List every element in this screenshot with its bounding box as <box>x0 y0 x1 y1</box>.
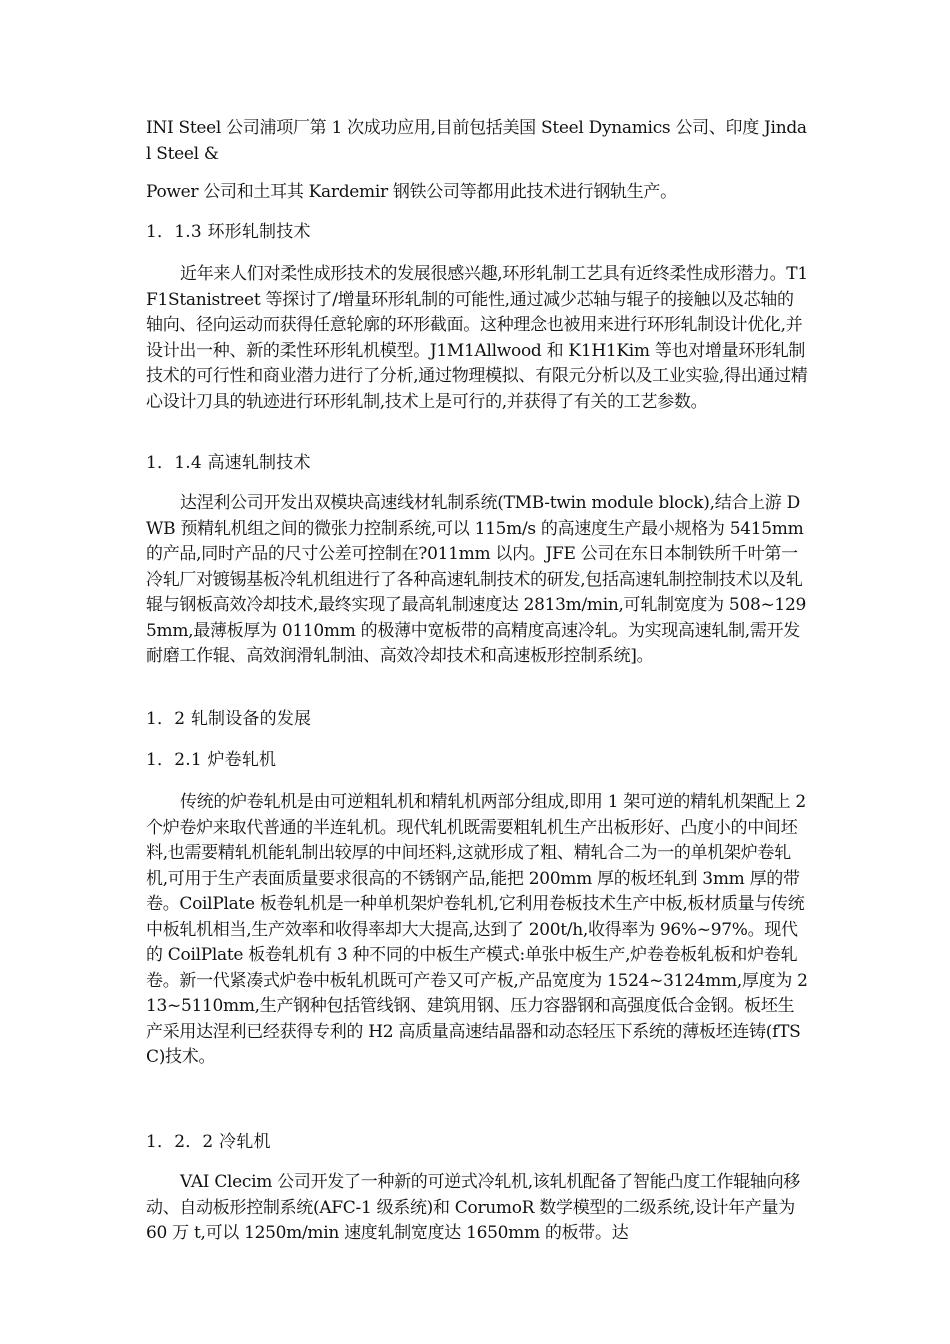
paragraph-ring-rolling: 近年来人们对柔性成形技术的发展很感兴趣,环形轧制工艺具有近终柔性成形潜力。T1F1Stanistreet 等探讨了/增量环形轧制的可能性,通过减少芯轴与辊子的接触以及芯轴的轴向、径向运动而获得任意轮廓的环形截面。这种理念也被用来进行环形轧制设计优化,并设计出一种、新的柔性环形轧机模型。J1M1Allwood 和 K1H1Kim 等也对增量环形轧制技术的可行性和商业潜力进行了分析,通过物理模拟、有限元分析以及工业实验,得出通过精心设计刀具的轨迹进行环形轧制,技术上是可行的,并获得了有关的工艺参数。 <box>146 264 808 412</box>
heading-1-1-4: 1．1.4 高速轧制技术 <box>146 453 311 473</box>
paragraph-kardemir: Power 公司和土耳其 Kardemir 钢铁公司等都用此技术进行钢轨生产。 <box>146 182 677 202</box>
paragraph-high-speed-rolling: 达涅利公司开发出双模块高速线材轧制系统(TMB-twin module block),结合上游 DWB 预精轧机组之间的微张力控制系统,可以 115m/s 的高速度生产最小规格为 5415mm 的产品,同时产品的尺寸公差可控制在?011mm 以内。JFE 公司在东日本制铁所千叶第一冷轧厂对镀锡基板冷轧机组进行了各种高速轧制技术的研发,包括高速轧制控制技术以及轧辊与钢板高效冷却技术,最终实现了最高轧制速度达 2813m/min,可轧制宽度为 508~1295mm,最薄板厚为 0110mm 的极薄中宽板带的高精度高速冷轧。为实现高速轧制,需开发耐磨工作辊、高效润滑轧制油、高效冷却技术和高速板形控制系统]。 <box>146 493 806 666</box>
heading-1-2-2: 1．2．2 冷轧机 <box>146 1132 271 1152</box>
heading-1-2-1: 1．2.1 炉卷轧机 <box>146 750 277 770</box>
paragraph-steckel-mill: 传统的炉卷轧机是由可逆粗轧机和精轧机两部分组成,即用 1 架可逆的精轧机架配上 2 个炉卷炉来取代普通的半连轧机。现代轧机既需要粗轧机生产出板形好、凸度小的中间坯料,也需要精轧机能轧制出较厚的中间坯料,这就形成了粗、精轧合二为一的单机架炉卷轧机,可用于生产表面质量要求很高的不锈钢产品,能把 200mm 厚的板坯轧到 3mm 厚的带卷。CoilPlate 板卷轧机是一种单机架炉卷轧机,它利用卷板技术生产中板,板材质量与传统中板轧机相当,生产效率和收得率却大大提高,达到了 200t/h,收得率为 96%~97%。现代的 CoilPlate 板卷轧机有 3 种不同的中板生产模式:单张中板生产,炉卷卷板轧板和炉卷轧卷。新一代紧凑式炉卷中板轧机既可产卷又可产板,产品宽度为 1524~3124mm,厚度为 213~5110mm,生产钢种包括管线钢、建筑用钢、压力容器钢和高强度低合金钢。板坯生产采用达涅利已经获得专利的 H2 高质量高速结晶器和动态轻压下系统的薄板坯连铸(fTSC)技术。 <box>146 792 808 1067</box>
heading-1-2: 1．2 轧制设备的发展 <box>146 709 312 729</box>
paragraph-cold-rolling-mill: VAI Clecim 公司开发了一种新的可逆式冷轧机,该轧机配备了智能凸度工作辊轴向移动、自动板形控制系统(AFC-1 级系统)和 CorumoR 数学模型的二级系统,设计年产量为 60 万 t,可以 1250m/min 速度轧制宽度达 1650mm 的板带。达 <box>146 1172 801 1243</box>
heading-1-1-3: 1．1.3 环形轧制技术 <box>146 222 311 242</box>
paragraph-steel-dynamics: INI Steel 公司浦项厂第 1 次成功应用,目前包括美国 Steel Dynamics 公司、印度 Jindal Steel & <box>146 118 807 164</box>
